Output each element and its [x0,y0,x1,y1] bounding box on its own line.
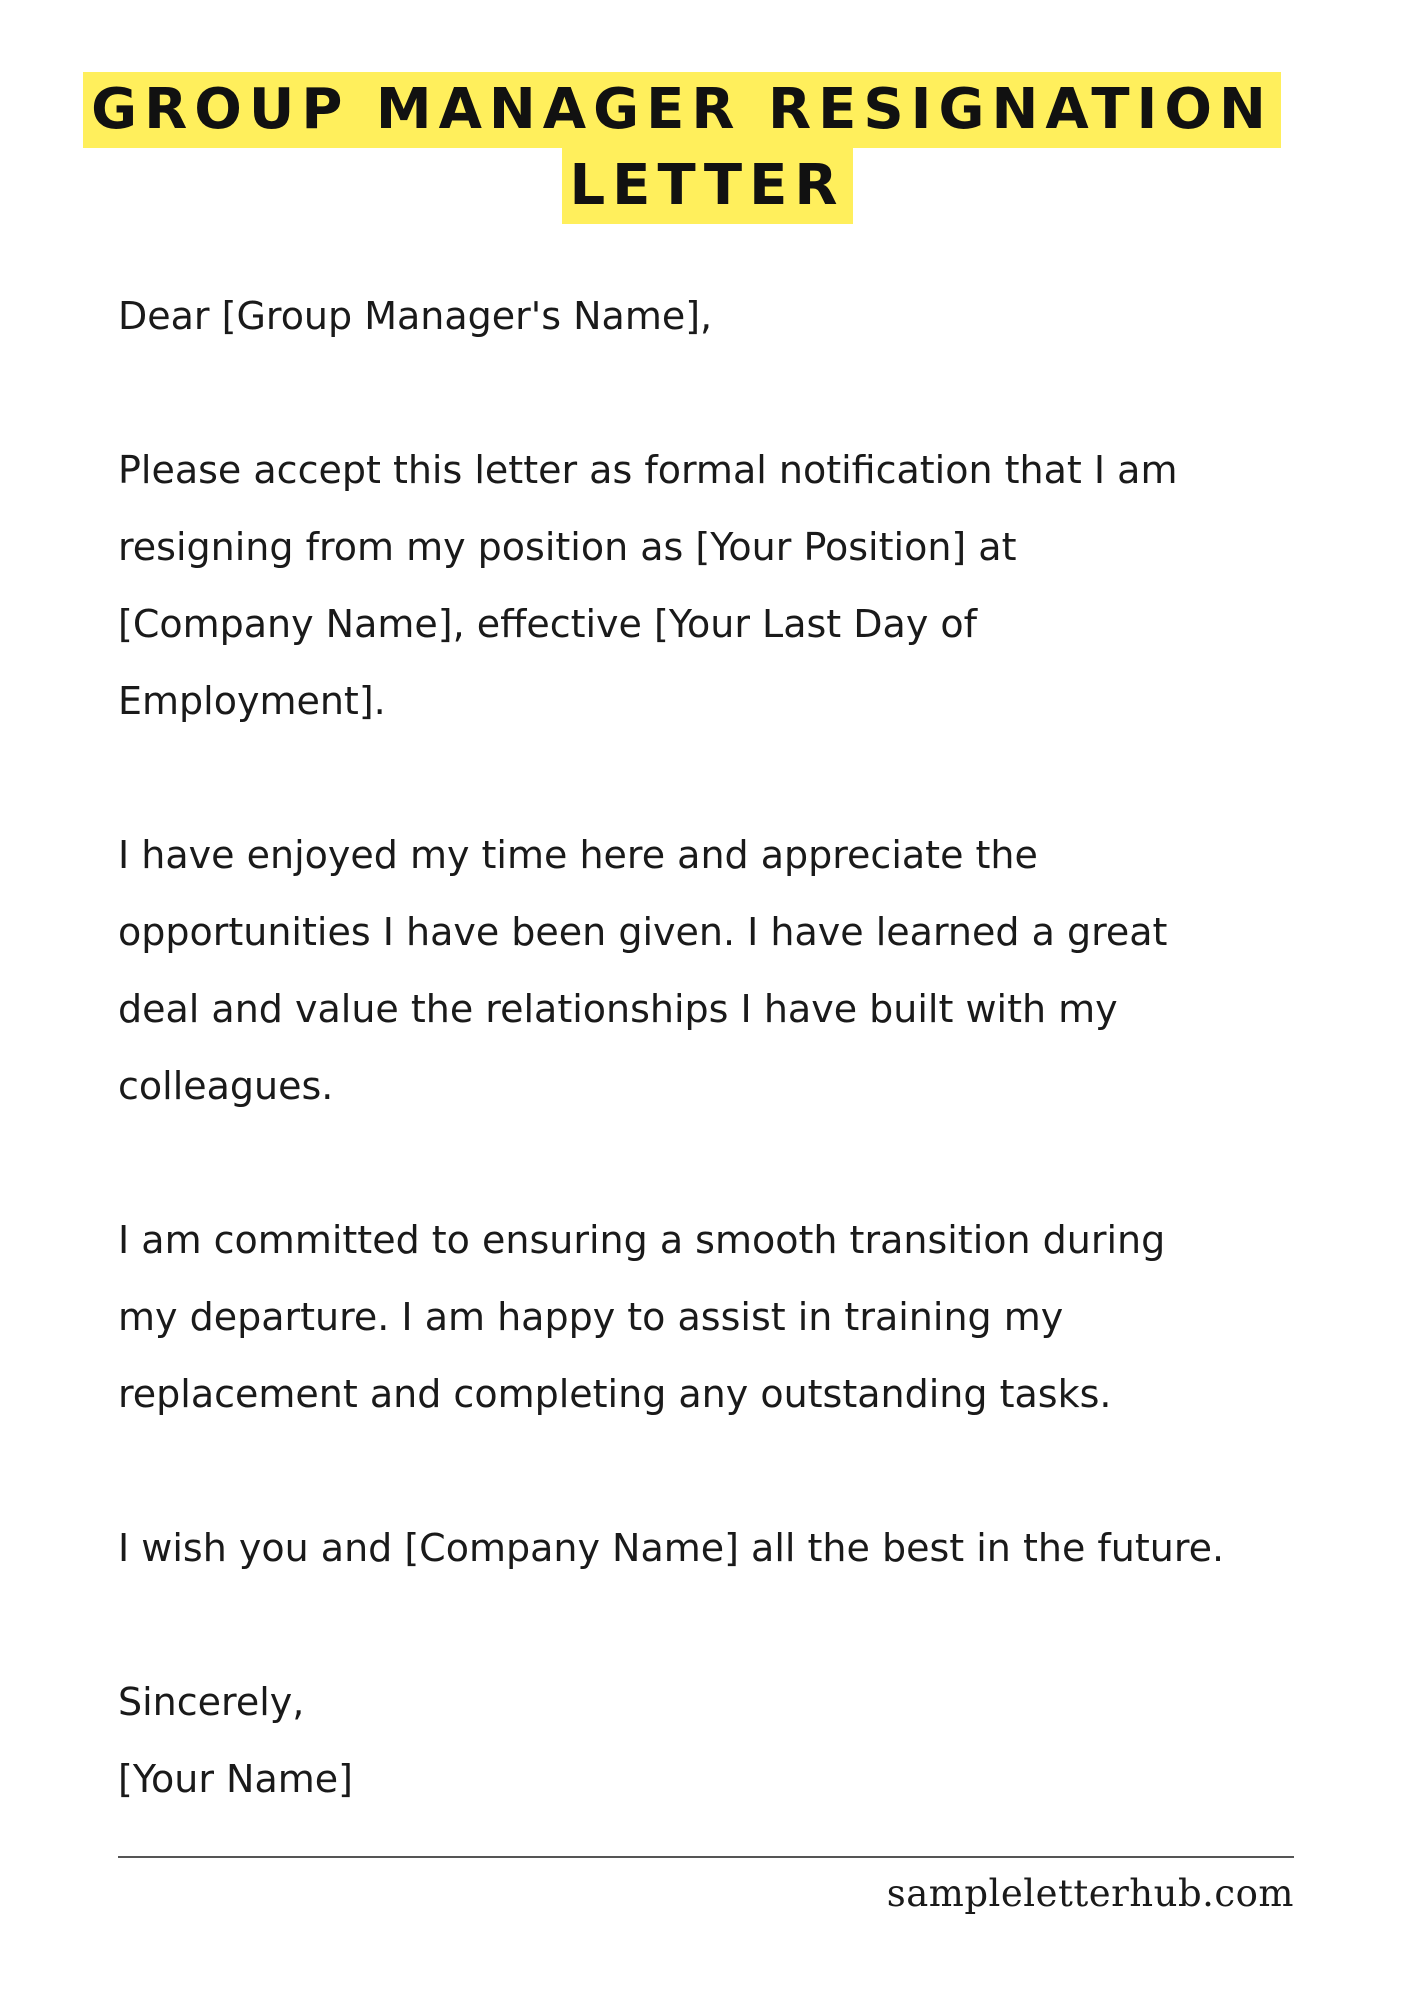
paragraph-line: Employment]. [118,679,386,723]
footer-divider [118,1856,1294,1858]
closing: Sincerely, [118,1680,305,1724]
paragraph-line: opportunities I have been given. I have learned a great [118,910,1168,954]
paragraph-line: Please accept this letter as formal notification that I am [118,448,1178,492]
paragraph-line: I am committed to ensuring a smooth transition during [118,1218,1166,1262]
paragraph-line: colleagues. [118,1064,334,1108]
paragraph-line: [Company Name], effective [Your Last Day of [118,602,978,646]
paragraph-line: deal and value the relationships I have built with my [118,987,1118,1031]
letter-body [118,278,1358,1818]
paragraph-line: replacement and completing any outstanding tasks. [118,1372,1112,1416]
paragraph-line: my departure. I am happy to assist in training my [118,1295,1064,1339]
paragraph-line: I have enjoyed my time here and appreciate the [118,833,1038,877]
signature: [Your Name] [118,1757,353,1801]
footer-website: sampleletterhub.com [886,1872,1294,1915]
letter-title [0,72,1414,224]
paragraph-2 [118,817,1358,1125]
salutation: Dear [Group Manager's Name], [118,294,713,338]
paragraph-4 [118,1510,1358,1587]
paragraph-1 [118,432,1358,740]
paragraph-3 [118,1202,1358,1433]
paragraph-line: resigning from my position as [Your Position] at [118,525,1017,569]
title-line-2: LETTER [562,148,853,224]
title-line-1: GROUP MANAGER RESIGNATION [83,72,1281,148]
paragraph-line: I wish you and [Company Name] all the best in the future. [118,1526,1225,1570]
